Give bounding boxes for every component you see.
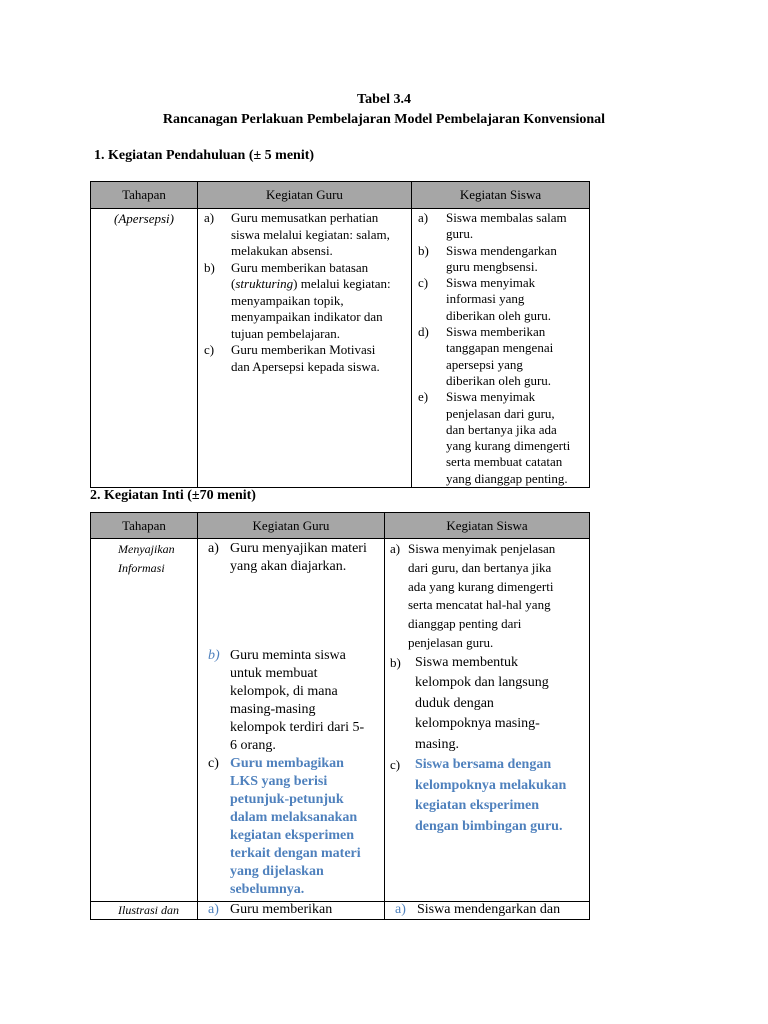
list-item: a) Siswa mendengarkan dan	[395, 902, 561, 917]
header-kegiatan-siswa: Kegiatan Siswa	[385, 513, 590, 539]
section2-heading: 2. Kegiatan Inti (±70 menit)	[90, 488, 256, 503]
list-item: c) Siswa bersama dengan kelompoknya melakukan kegiatan eksperimen dengan bimbingan guru.	[390, 757, 567, 834]
section1-guru-cell	[198, 209, 412, 488]
list-item: c) Siswa menyimak informasi yang diberikan oleh guru.	[418, 275, 552, 323]
list-item: b) Siswa mendengarkan guru mengbsensi.	[418, 242, 557, 274]
list-item: b) Siswa membentuk kelompok dan langsung duduk dengan kelompoknya masing- masing.	[390, 654, 549, 752]
header-kegiatan-guru: Kegiatan Guru	[198, 182, 412, 209]
list-item: d) Siswa memberikan tanggapan mengenai apersepsi yang diberikan oleh guru.	[418, 324, 554, 388]
list-item: b) Guru meminta siswa untuk membuat kelompok, di mana masing-masing kelompok terdiri dari 5- 6 orang.	[208, 648, 365, 753]
section1-siswa-cell	[412, 209, 590, 488]
list-item: a) Guru memberikan	[208, 902, 333, 917]
stage-menyajikan-informasi: Menyajikan Informasi	[91, 539, 198, 902]
table-subtitle: Rancanagan Perlakuan Pembelajaran Model Pembelajaran Konvensional	[162, 112, 606, 127]
header-kegiatan-guru: Kegiatan Guru	[198, 513, 385, 539]
section1-heading: 1. Kegiatan Pendahuluan (± 5 menit)	[94, 148, 315, 163]
section2-siswa-cell	[385, 539, 590, 902]
list-item: a) Siswa menyimak penjelasan dari guru, dan bertanya jika ada yang kurang dimengerti serta mencatat hal-hal yang dianggap penting dari penjelasan guru.	[390, 541, 556, 650]
stage-apersepsi: (Apersepsi)	[114, 211, 174, 226]
stage-ilustrasi: Ilustrasi dan	[118, 903, 180, 917]
list-item: c) Guru memberikan Motivasi dan Apersepsi kepada siswa.	[204, 342, 380, 374]
header-kegiatan-siswa: Kegiatan Siswa	[412, 182, 590, 209]
header-tahapan: Tahapan	[91, 182, 198, 209]
header-tahapan: Tahapan	[91, 513, 198, 539]
table-title: Tabel 3.4	[357, 92, 411, 107]
list-item: c) Guru membagikan LKS yang berisi petunjuk-petunjuk dalam melaksanakan kegiatan eksperimen terkait dengan materi yang dijelaskan sebelumnya.	[208, 756, 361, 897]
section2-table	[90, 512, 590, 920]
list-item: a) Siswa membalas salam guru.	[418, 210, 567, 242]
list-item: a) Guru menyajikan materi yang akan diajarkan.	[208, 541, 367, 574]
section2-guru-cell	[198, 539, 385, 902]
list-item: a) Guru memusatkan perhatian siswa melalui kegiatan: salam, melakukan absensi.	[204, 210, 390, 258]
list-item: b) Guru memberikan batasan (strukturing) melalui kegiatan: menyampaikan topik, menyampaikan indikator dan tujuan pembelajaran.	[204, 259, 391, 341]
list-item: e) Siswa menyimak penjelasan dari guru, dan bertanya jika ada yang kurang dimengerti serta membuat catatan yang dianggap penting.	[418, 389, 571, 486]
section1-table	[90, 181, 590, 488]
